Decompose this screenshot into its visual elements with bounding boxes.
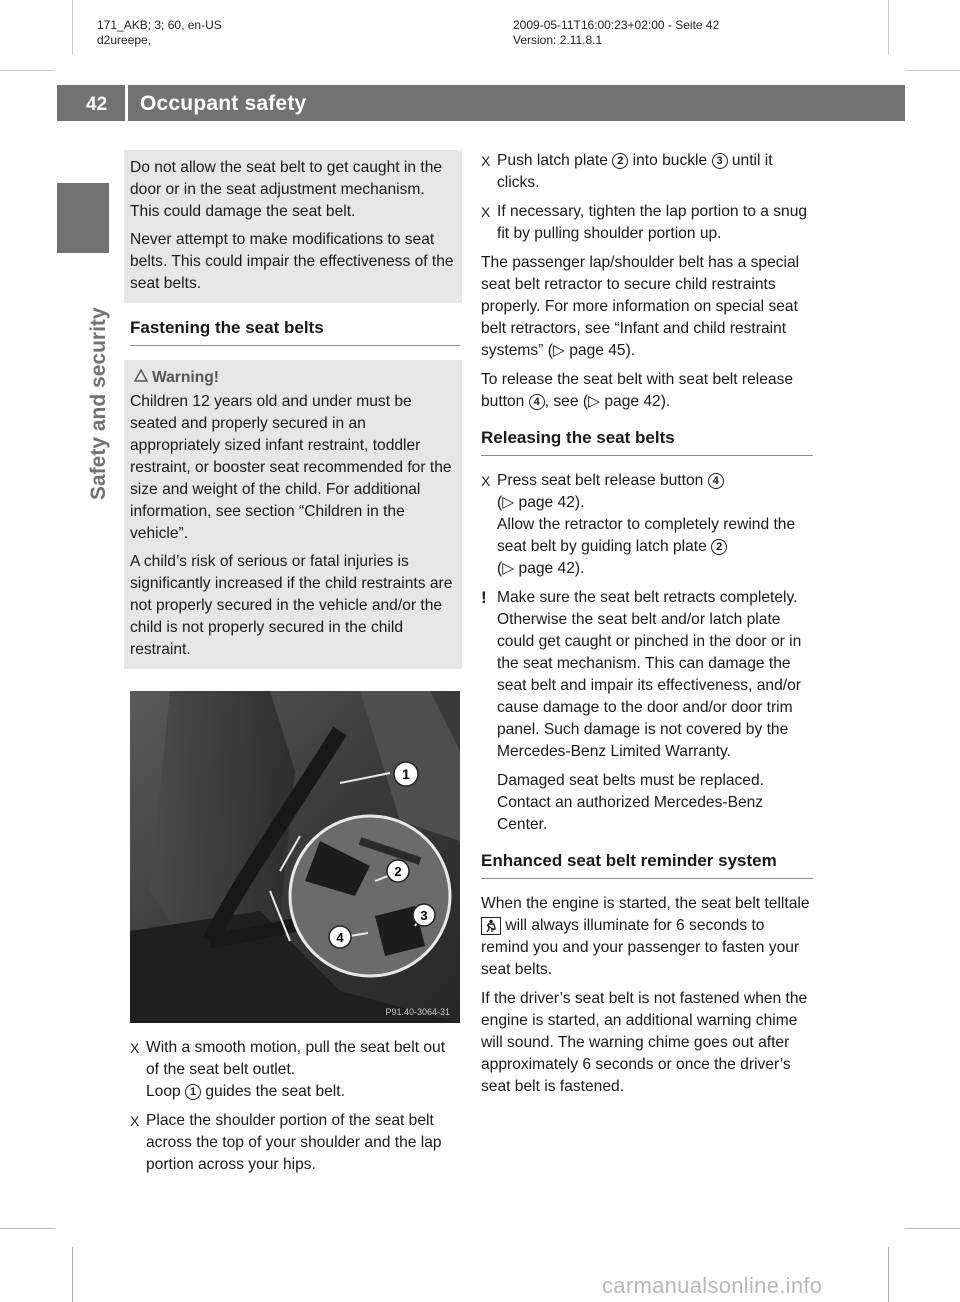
footer-rule xyxy=(905,1228,960,1229)
page-ref-icon: ▷ xyxy=(502,494,515,511)
instruction-step xyxy=(130,1037,460,1103)
section-heading: Enhanced seat belt reminder system xyxy=(481,850,813,879)
crop-mark xyxy=(888,1247,889,1302)
meta-line: d2ureepe, xyxy=(97,33,152,47)
step-text: Press seat belt release button 4 xyxy=(497,470,813,492)
page-title: Occupant safety xyxy=(140,92,307,115)
section-heading: Releasing the seat belts xyxy=(481,427,813,456)
body-paragraph: When the engine is started, the seat belt telltale will always illuminate for 6 seconds to remind you and your passenger to fasten your seat belts. xyxy=(481,895,810,978)
side-tab xyxy=(57,183,109,253)
svg-text:3: 3 xyxy=(420,908,428,923)
step-arrow-icon: X xyxy=(130,1040,140,1056)
step-text: Place the shoulder portion of the seat belt across the top of your shoulder and the lap portion across your hips. xyxy=(146,1112,442,1173)
crop-mark xyxy=(72,0,73,55)
meta-line: 2009-05-11T16:00:23+02:00 - Seite 42 xyxy=(513,18,720,32)
right-column xyxy=(481,150,813,1105)
crop-mark xyxy=(905,70,960,71)
note-paragraph: Do not allow the seat belt to get caught in the door or in the seat adjustment mechanism. This could damage the seat belt. xyxy=(130,159,443,220)
step-arrow-icon: X xyxy=(481,204,491,220)
callout-ref: 2 xyxy=(612,153,628,169)
left-column xyxy=(130,150,460,1183)
crop-mark xyxy=(72,1247,73,1302)
instruction-step xyxy=(481,470,813,580)
step-text: Allow the retractor to completely rewind the seat belt by guiding latch plate 2 xyxy=(497,516,796,555)
page-ref-icon: ▷ xyxy=(502,560,515,577)
step-text: (▷ page 42). xyxy=(497,560,585,577)
body-paragraph: To release the seat belt with seat belt release button 4 , see (▷ page 42). xyxy=(481,371,794,410)
step-text: Loop 1 guides the seat belt. xyxy=(146,1083,345,1100)
section-heading: Fastening the seat belts xyxy=(130,317,460,346)
seat-belt-telltale-icon xyxy=(481,917,501,935)
step-text: (▷ page 42). xyxy=(497,494,585,511)
step-arrow-icon: X xyxy=(481,153,491,169)
instruction-step xyxy=(481,150,813,194)
step-text: If necessary, tighten the lap portion to a snug fit by pulling shoulder portion up. xyxy=(497,203,808,242)
step-arrow-icon: X xyxy=(130,1113,140,1129)
note-paragraph: Never attempt to make modifications to seat belts. This could impair the effectiveness of the seat belts. xyxy=(130,231,454,292)
crop-mark xyxy=(0,70,55,71)
body-paragraph: If the driver’s seat belt is not fastened when the engine is started, an additional warning chime will sound. The warning chime goes out after approximately 6 seconds or once the driver’s seat belt is fastened. xyxy=(481,990,808,1095)
print-meta-right xyxy=(513,18,719,48)
warning-paragraph: A child’s risk of serious or fatal injuries is significantly increased if the child restraints are not properly secured in the vehicle and/or the child is not properly secured in the child restraint. xyxy=(130,553,453,658)
page-number: 42 xyxy=(86,94,108,115)
instruction-step xyxy=(130,1110,460,1176)
chapter-title: Safety and security xyxy=(87,307,110,500)
warning-paragraph: Children 12 years old and under must be seated and properly secured in an appropriately sized infant restraint, toddler restraint, or booster seat recommended for the size and weight of the child. For additional information, see section “Children in the vehicle”. xyxy=(130,393,452,542)
body-paragraph: The passenger lap/shoulder belt has a special seat belt retractor to secure child restraints properly. For more information on special seat belt retractors, see “Infant and child restraint systems” (▷ page 45). xyxy=(481,254,800,359)
warning-title: Warning! xyxy=(152,369,219,386)
print-meta-left xyxy=(97,18,222,48)
attention-icon: ! xyxy=(481,588,487,607)
attention-paragraph: Make sure the seat belt retracts completely. Otherwise the seat belt and/or latch plate could get caught or pinched in the door or in the seat mechanism. This can damage the seat belt and impair its effectiveness, and/or cause damage to the door and/or door trim panel. Such damage is not covered by the Mercedes-Benz Limited Warranty. xyxy=(497,589,802,760)
step-arrow-icon: X xyxy=(481,473,491,489)
photo-code: P91.40-3064-31 xyxy=(385,1007,450,1017)
step-text: Push latch plate 2 into buckle 3 until it clicks. xyxy=(497,152,773,191)
svg-text:4: 4 xyxy=(336,930,344,945)
step-text: With a smooth motion, pull the seat belt out of the seat belt outlet. xyxy=(146,1039,446,1078)
instruction-step xyxy=(481,201,813,245)
seat-belt-photo xyxy=(130,691,460,1023)
callout-ref: 1 xyxy=(185,1084,201,1100)
page-ref-icon: ▷ xyxy=(588,393,601,410)
svg-text:2: 2 xyxy=(394,864,402,879)
callout-ref: 3 xyxy=(712,153,728,169)
warning-box xyxy=(124,360,462,669)
warning-triangle-icon xyxy=(134,367,152,389)
watermark: carmanualsonline.info xyxy=(602,1273,823,1298)
attention-note xyxy=(481,587,813,836)
header-divider xyxy=(125,55,128,125)
meta-line: 171_AKB; 3; 60, en-US xyxy=(97,18,222,32)
callout-ref: 4 xyxy=(529,394,545,410)
attention-paragraph: Damaged seat belts must be replaced. Contact an authorized Mercedes-Benz Center. xyxy=(497,772,764,833)
page-ref-icon: ▷ xyxy=(552,342,565,359)
footer-rule xyxy=(0,1228,55,1229)
meta-line: Version: 2.11.8.1 xyxy=(513,33,603,47)
callout-ref: 4 xyxy=(708,473,724,489)
crop-mark xyxy=(888,0,889,55)
seat-belt-illustration xyxy=(130,691,460,1023)
callout-ref: 2 xyxy=(711,539,727,555)
caution-note xyxy=(124,150,462,303)
warning-heading xyxy=(130,367,456,389)
svg-text:1: 1 xyxy=(402,766,410,782)
